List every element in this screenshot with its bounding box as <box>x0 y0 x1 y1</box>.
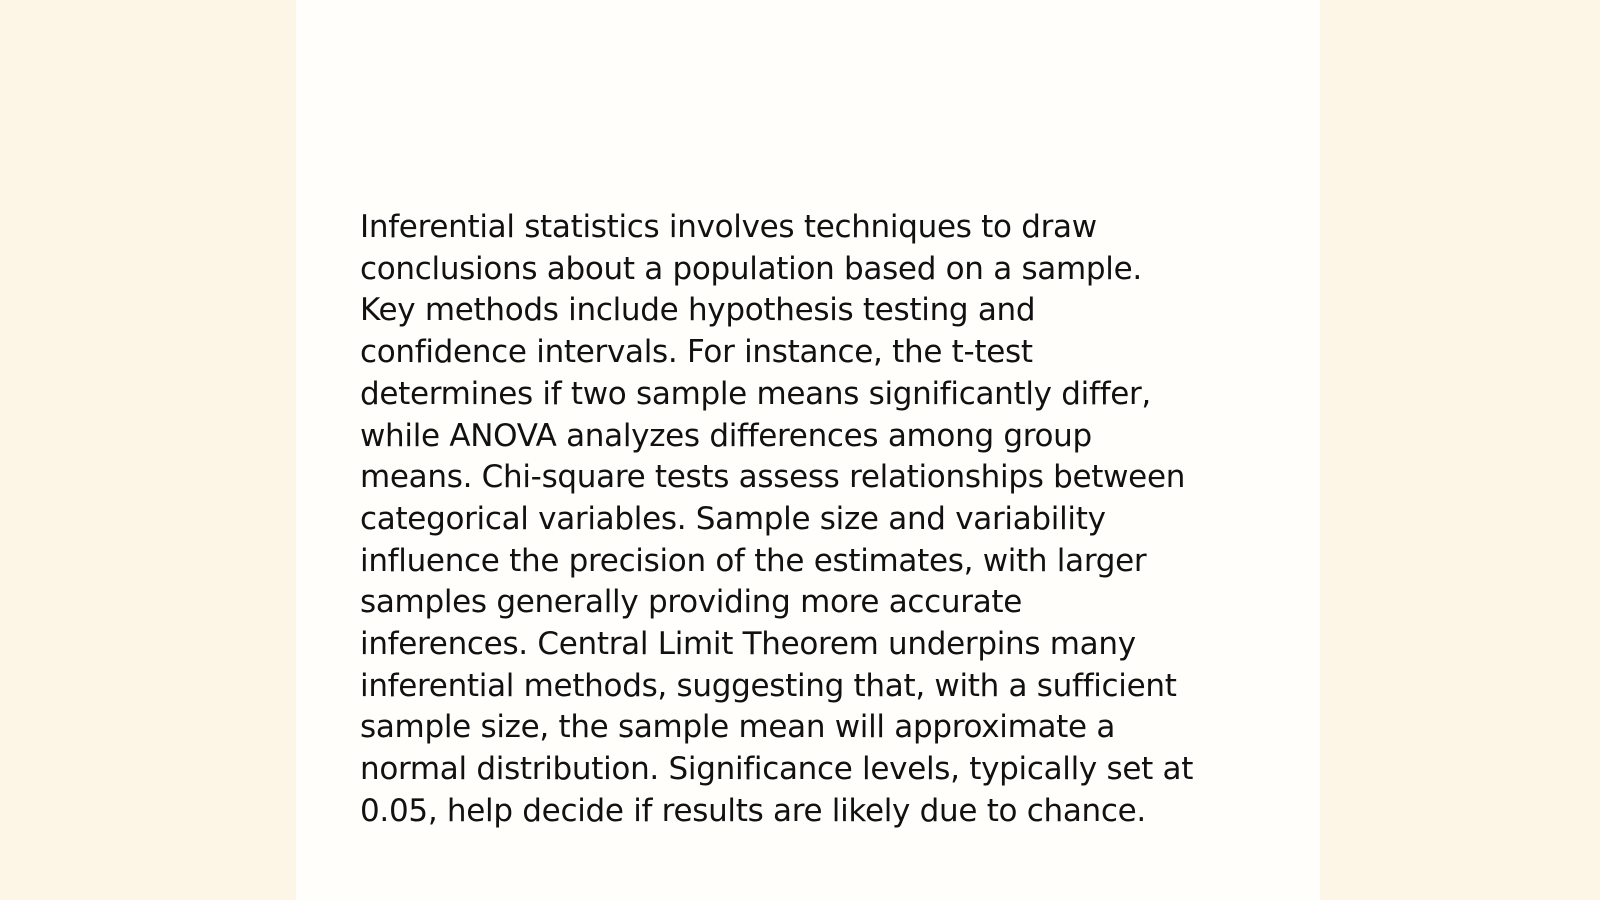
paragraph-line-6: while ANOVA analyzes differences among group <box>360 417 1092 454</box>
paragraph-line-2: conclusions about a population based on a sample. <box>360 250 1142 287</box>
paragraph-line-11: inferences. Central Limit Theorem underpins many <box>360 626 1136 663</box>
paragraph-line-8: categorical variables. Sample size and variability <box>360 500 1106 537</box>
paragraph-line-12: inferential methods, suggesting that, with a sufficient <box>360 667 1177 704</box>
body-paragraph <box>360 207 1260 833</box>
paragraph-line-1: Inferential statistics involves techniques to draw <box>360 209 1097 245</box>
paragraph-line-4: confidence intervals. For instance, the t-test <box>360 334 1033 371</box>
paragraph-line-9: influence the precision of the estimates, with larger <box>360 542 1147 579</box>
paragraph-line-14: normal distribution. Significance levels, typically set at <box>360 751 1194 788</box>
document-page <box>296 0 1320 900</box>
paragraph-line-13: sample size, the sample mean will approximate a <box>360 709 1116 746</box>
paragraph-line-5: determines if two sample means significantly differ, <box>360 375 1151 412</box>
paragraph-line-7: means. Chi-square tests assess relationships between <box>360 459 1186 496</box>
paragraph-line-3: Key methods include hypothesis testing and <box>360 292 1036 329</box>
paragraph-line-15: 0.05, help decide if results are likely due to chance. <box>360 792 1146 829</box>
paragraph-line-10: samples generally providing more accurate <box>360 584 1023 621</box>
